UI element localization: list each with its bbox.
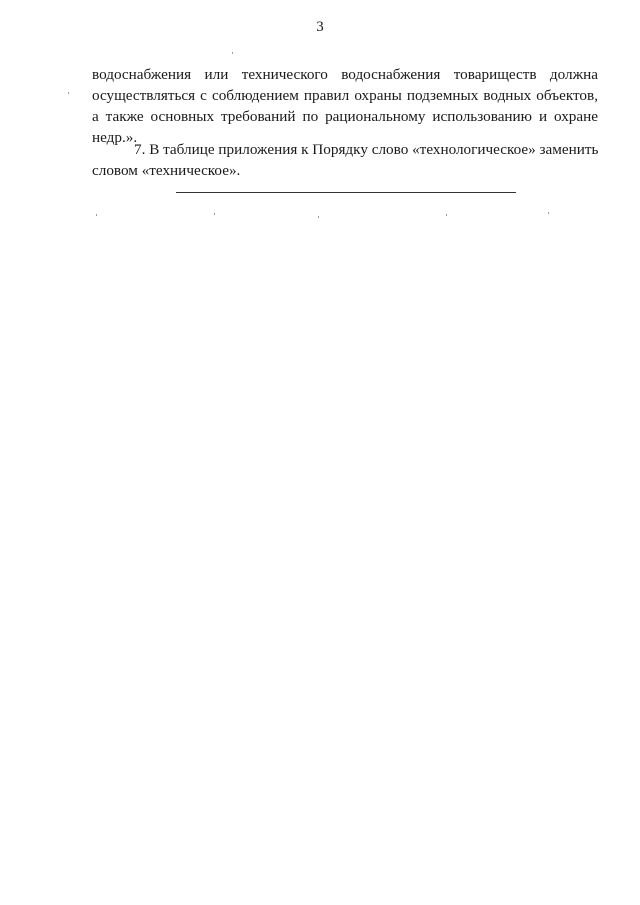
paragraph-line: 7. В таблице приложения к Порядку слово «технологическое» заменить [134, 141, 599, 158]
scan-speck [232, 52, 233, 54]
scan-speck [68, 92, 69, 94]
end-separator-line [176, 192, 516, 193]
paragraph-line: а также основных требований по рациональному использованию и охране [92, 108, 598, 125]
scan-speck [446, 214, 447, 216]
scan-speck [318, 216, 319, 218]
paragraph-line: недр.». [92, 129, 138, 146]
page-number: 3 [316, 19, 324, 35]
paragraph-item-7 [92, 139, 598, 181]
paragraph-line: осуществляться с соблюдением правил охраны подземных водных объектов, [92, 87, 598, 104]
scan-speck [96, 214, 97, 216]
paragraph-continuation [92, 64, 598, 148]
paragraph-line: словом «техническое». [92, 162, 241, 179]
scan-speck [548, 212, 549, 214]
paragraph-line: водоснабжения или технического водоснабжения товариществ должна [92, 66, 598, 83]
scan-speck [214, 213, 215, 215]
